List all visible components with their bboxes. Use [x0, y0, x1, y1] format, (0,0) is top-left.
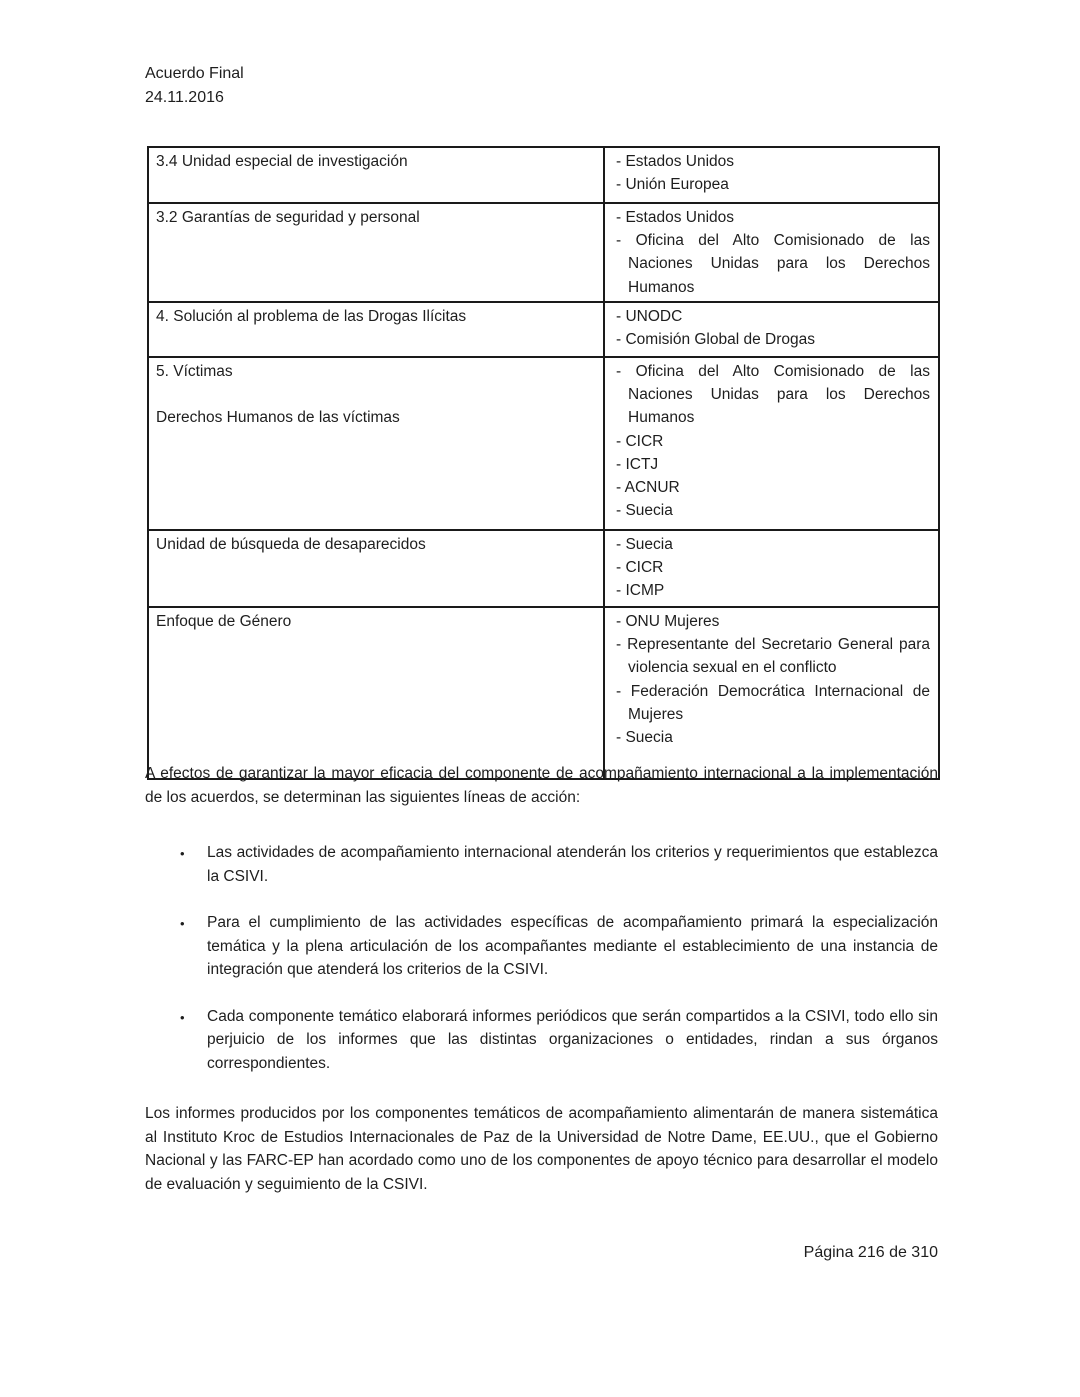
topic-text: Enfoque de Género	[156, 613, 292, 630]
list-item: - Oficina del Alto Comisionado de las Naciones Unidas para los Derechos Humanos	[616, 363, 930, 427]
bullet-item	[145, 911, 938, 982]
bullet-list	[145, 841, 938, 1098]
page-footer	[145, 1241, 938, 1265]
list-item: - Federación Democrática Internacional de Mujeres	[616, 682, 930, 723]
list-item: - Suecia	[616, 536, 673, 553]
list-item: - UNODC	[616, 308, 683, 325]
list-item: - Comisión Global de Drogas	[616, 331, 816, 349]
list-item: - Oficina del Alto Comisionado de las Naciones Unidas para los Derechos Humanos	[616, 232, 930, 296]
list-item: - Estados Unidos	[616, 153, 735, 170]
topic-text	[156, 383, 595, 406]
topic-cell	[148, 357, 604, 530]
intro-paragraph: A efectos de garantizar la mayor eficacia del componente de acompañamiento internacional a la implementación de los acuerdos, se determinan las siguientes líneas de acción:	[145, 765, 938, 806]
list-item: - ONU Mujeres	[616, 613, 720, 630]
topic-cell	[148, 147, 604, 203]
document-header	[145, 62, 244, 110]
topic-cell	[148, 302, 604, 357]
bullet-text: Cada componente temático elaborará informes periódicos que serán compartidos a la CSIVI, todo ello sin perjuicio de los informes que las distintas organizaciones o entidades, rindan a sus órganos correspondientes.	[207, 1007, 938, 1072]
table-row	[148, 147, 939, 203]
bullet-item	[145, 841, 938, 888]
list-item: - Estados Unidos	[616, 209, 735, 226]
bullet-marker: •	[180, 916, 185, 931]
bullet-marker: •	[180, 846, 185, 861]
accompaniment-table	[147, 146, 940, 780]
table-row	[148, 203, 939, 302]
accompaniers-cell	[604, 147, 939, 203]
table-row	[148, 302, 939, 357]
accompaniers-cell	[604, 357, 939, 530]
topic-cell	[148, 203, 604, 302]
accompaniers-cell	[604, 203, 939, 302]
closing-paragraph: Los informes producidos por los componentes temáticos de acompañamiento alimentarán de manera sistemática al Instituto Kroc de Estudios Internacionales de Paz de la Universidad de Notre Dame, EE.UU., que el Gobierno Nacional y las FARC-EP han acordado como uno de los componentes de apoyo técnico para desarrollar el modelo de evaluación y seguimiento de la CSIVI.	[145, 1105, 938, 1193]
topic-text: 3.2 Garantías de seguridad y personal	[156, 209, 420, 226]
list-item: - ICTJ	[616, 455, 659, 473]
doc-title: Acuerdo Final	[145, 65, 244, 82]
list-item: - Unión Europea	[616, 176, 729, 194]
bullet-marker: •	[180, 1009, 185, 1025]
list-item: - Suecia	[616, 502, 673, 520]
topic-text: Derechos Humanos de las víctimas	[156, 409, 400, 427]
list-item: - Suecia	[616, 729, 673, 747]
doc-date: 24.11.2016	[145, 89, 224, 106]
topic-cell	[148, 607, 604, 779]
accompaniers-cell	[604, 530, 939, 607]
topic-text: 4. Solución al problema de las Drogas Ilícitas	[156, 308, 467, 325]
bullet-item	[145, 1005, 938, 1076]
table-row	[148, 530, 939, 607]
accompaniers-cell	[604, 607, 939, 779]
list-item: - CICR	[616, 432, 664, 450]
topic-text: Unidad de búsqueda de desaparecidos	[156, 536, 426, 553]
list-item: - ICMP	[616, 582, 665, 600]
bullet-text: Las actividades de acompañamiento internacional atenderán los criterios y requerimientos que establezca la CSIVI.	[207, 844, 938, 885]
list-item: - CICR	[616, 559, 664, 577]
table-row	[148, 357, 939, 530]
topic-cell	[148, 530, 604, 607]
topic-text: 5. Víctimas	[156, 363, 233, 380]
page-number: Página 216 de 310	[803, 1244, 938, 1261]
list-item: - Representante del Secretario General para violencia sexual en el conflicto	[616, 636, 930, 677]
list-item: - ACNUR	[616, 479, 680, 497]
accompaniers-cell	[604, 302, 939, 357]
table-row	[148, 607, 939, 779]
topic-text: 3.4 Unidad especial de investigación	[156, 153, 408, 170]
bullet-text: Para el cumplimiento de las actividades específicas de acompañamiento primará la especialización temática y la plena articulación de los acompañantes mediante el establecimiento de una instancia de integración que atenderá los criterios de la CSIVI.	[207, 914, 938, 978]
